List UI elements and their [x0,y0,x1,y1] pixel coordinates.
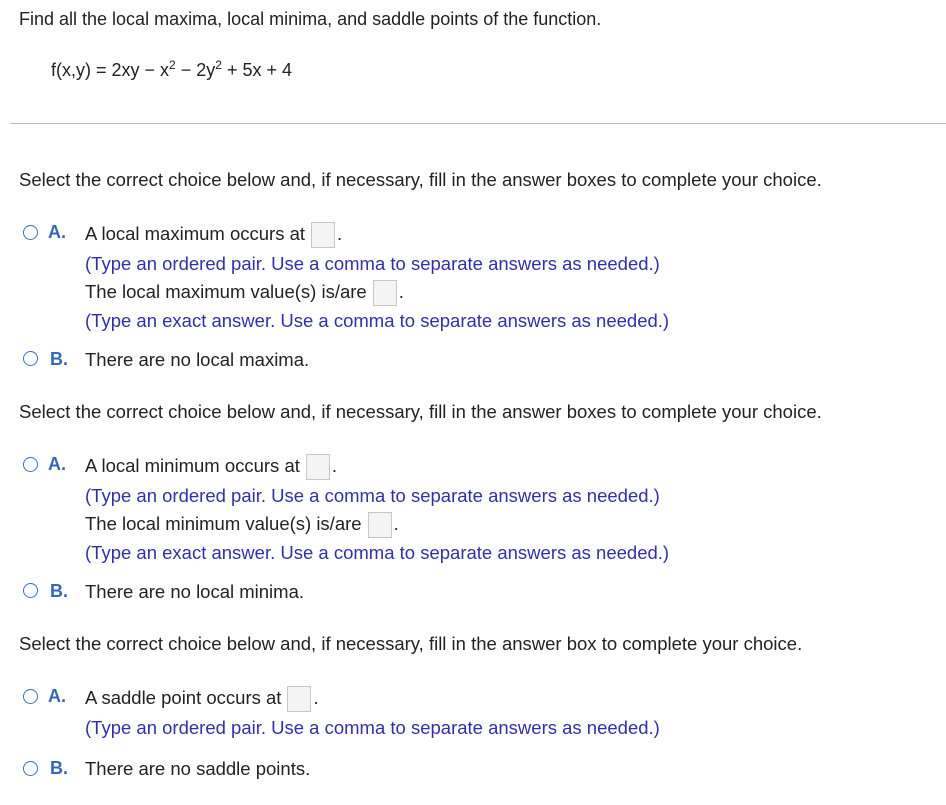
formula-exponent: 2 [215,58,222,72]
period: . [398,280,404,302]
minima-value-label: The local minimum value(s) is/are [85,512,362,534]
saddle-a-line1 [85,686,319,712]
minima-value-input[interactable] [368,512,392,538]
choice-letter: A. [48,222,66,242]
radio-minima-a[interactable] [23,457,38,472]
period: . [313,686,319,708]
choice-letter: A. [48,686,66,706]
period: . [331,454,338,476]
formula-exponent: 2 [169,58,176,72]
saddle-hint-ordered-pair: (Type an ordered pair. Use a comma to separate answers as needed.) [85,717,660,738]
minima-b-text: There are no local minima. [85,581,305,602]
period: . [337,222,343,244]
maxima-hint-ordered-pair: (Type an ordered pair. Use a comma to separate answers as needed.) [85,253,660,274]
choice-letter: B. [50,349,68,369]
period: . [393,512,399,534]
radio-minima-b[interactable] [23,583,38,598]
radio-saddle-b[interactable] [23,761,38,776]
maxima-point-input[interactable] [311,222,335,248]
saddle-b-text: There are no saddle points. [85,758,311,779]
radio-saddle-a[interactable] [23,689,38,704]
maxima-a-line1 [85,222,342,248]
formula-part: f(x,y) = 2xy − x [51,60,170,80]
choice-letter: B. [50,758,68,778]
function-formula [51,60,292,81]
choice-letter: B. [50,581,68,601]
maxima-b-text: There are no local maxima. [85,349,310,370]
minima-point-input[interactable] [306,454,330,480]
radio-maxima-a[interactable] [23,225,38,240]
minima-a-label: A local minimum occurs at [85,454,300,476]
minima-a-line2 [85,512,399,538]
maxima-a-line2 [85,280,404,306]
saddle-a-label: A saddle point occurs at [85,686,282,708]
formula-part: − 2y [175,60,216,80]
instruction-maxima: Select the correct choice below and, if necessary, fill in the answer boxes to complete your choice. [19,169,822,190]
instruction-saddle: Select the correct choice below and, if necessary, fill in the answer box to complete your choice. [19,633,803,654]
instruction-minima: Select the correct choice below and, if necessary, fill in the answer boxes to complete your choice. [19,401,822,422]
radio-maxima-b[interactable] [23,351,38,366]
choice-letter: A. [48,454,66,474]
maxima-a-label: A local maximum occurs at [85,222,306,244]
minima-hint-ordered-pair: (Type an ordered pair. Use a comma to separate answers as needed.) [85,485,660,506]
question-prompt: Find all the local maxima, local minima, and saddle points of the function. [19,9,602,29]
maxima-value-label: The local maximum value(s) is/are [85,280,367,302]
minima-a-line1 [85,454,337,480]
maxima-value-input[interactable] [373,280,397,306]
minima-hint-exact: (Type an exact answer. Use a comma to separate answers as needed.) [85,542,670,563]
maxima-hint-exact: (Type an exact answer. Use a comma to separate answers as needed.) [85,310,670,331]
section-divider [10,123,946,124]
formula-part: + 5x + 4 [221,60,292,80]
saddle-point-input[interactable] [287,686,311,712]
